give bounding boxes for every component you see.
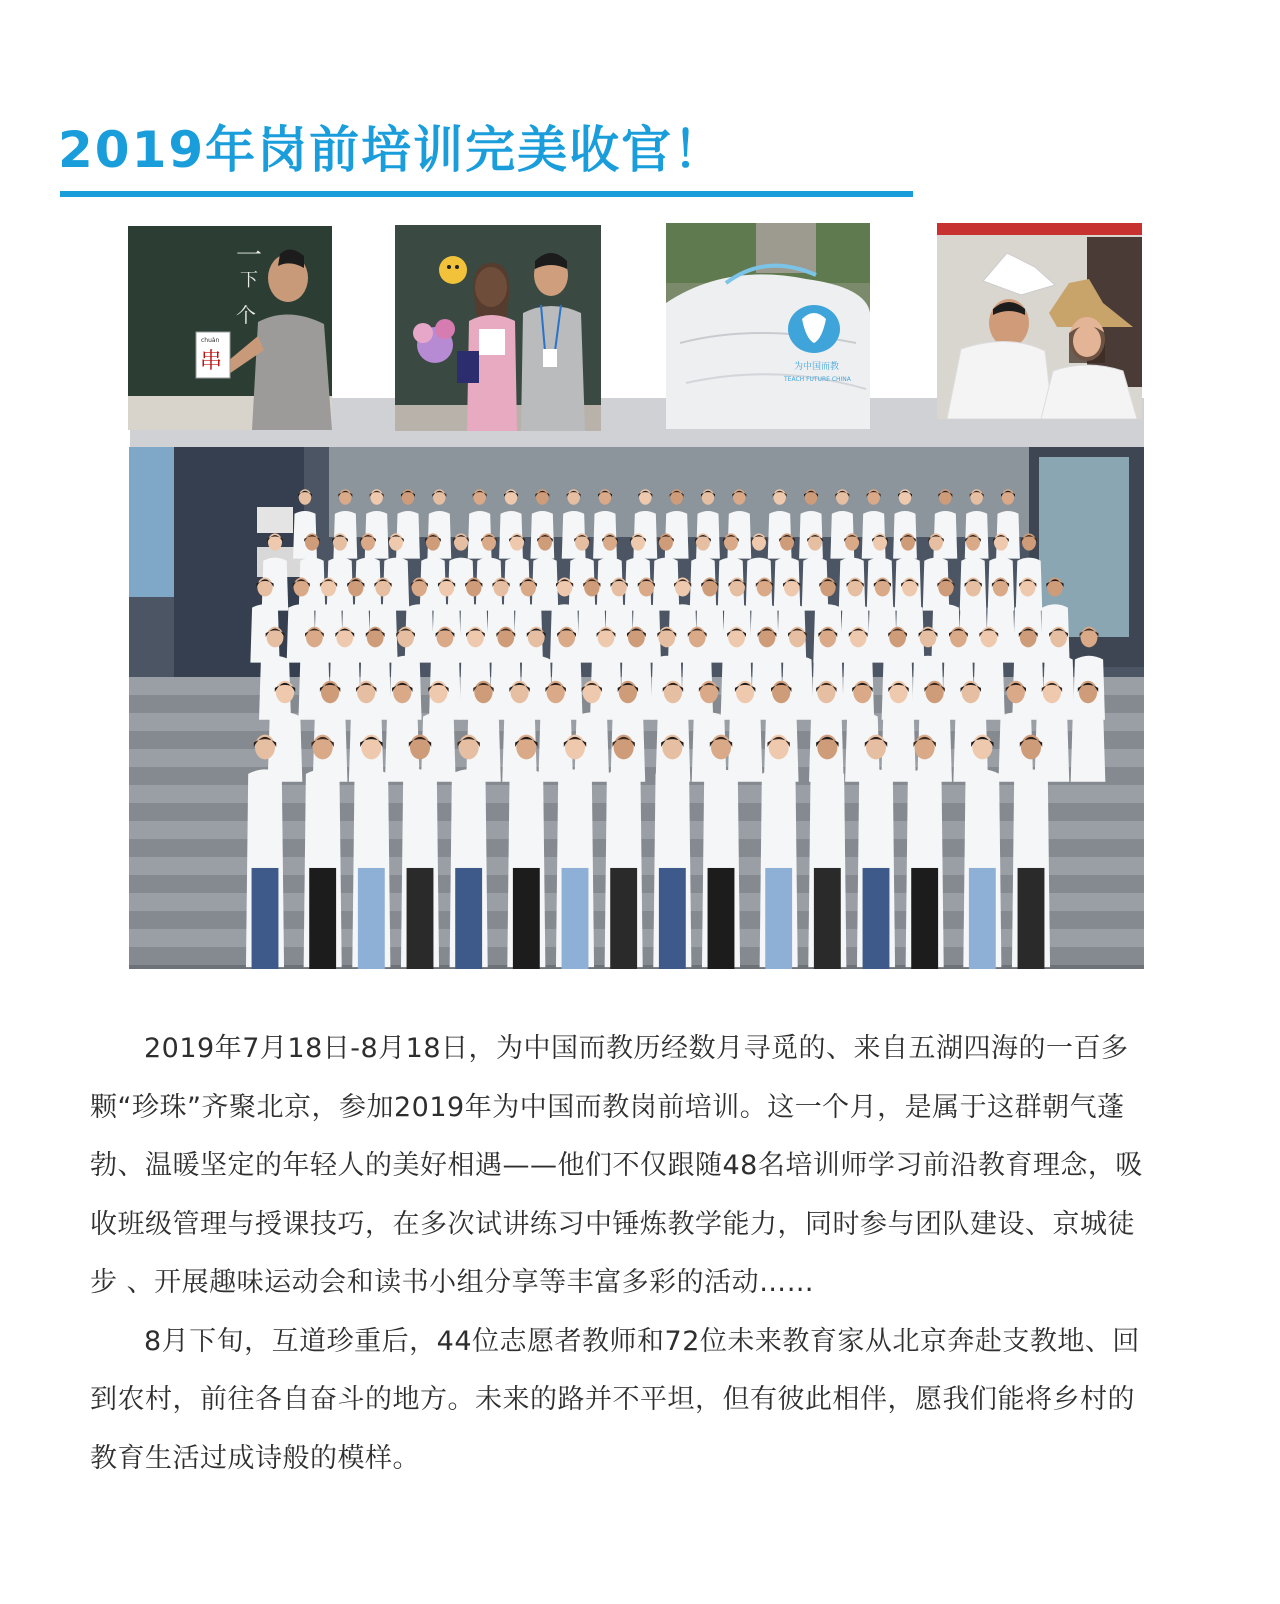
photo-teacher-chalkboard	[128, 226, 332, 430]
photo-tote-bags	[666, 223, 870, 429]
chalk-char-1: 一	[236, 241, 263, 271]
bag-logo-cn: 为中国而教	[794, 362, 840, 372]
building-sign	[257, 507, 293, 533]
chalk-char-3: 个	[236, 303, 256, 327]
card-char: 串	[200, 349, 223, 374]
photo-award-pair	[395, 225, 601, 431]
card-pinyin: chuàn	[201, 337, 220, 344]
bag-logo-en: TEACH FUTURE CHINA	[784, 376, 851, 383]
chalk-char-2: 下	[240, 270, 258, 291]
article-body	[90, 1020, 1160, 1488]
paragraph-2: 8月下旬，互道珍重后，44位志愿者教师和72位未来教育家从北京奔赴支教地、回到农村，前往各自奋斗的地方。未来的路并不平坦，但有彼此相伴，愿我们能将乡村的教育生活过成诗般的模样。	[90, 1325, 1140, 1474]
page-title: 2019年岗前培训完美收官！	[58, 121, 726, 179]
photo-paper-costumes	[937, 223, 1142, 419]
paragraph-1: 2019年7月18日-8月18日，为中国而教历经数月寻觅的、来自五湖四海的一百多颗“珍珠”齐聚北京，参加2019年为中国而教岗前培训。这一个月，是属于这群朝气蓬勃、温暖坚定的年轻人的美好相遇——他们不仅跟随48名培训师学习前沿教育理念，吸收班级管理与授课技巧，在多次试讲练习中锤炼教学能力，同时参与团队建设、京城徒步 、开展趣味运动会和读书小组分享等丰富多彩的活动……	[90, 1033, 1143, 1298]
photo-group	[129, 447, 1144, 969]
title-underline	[60, 191, 913, 197]
